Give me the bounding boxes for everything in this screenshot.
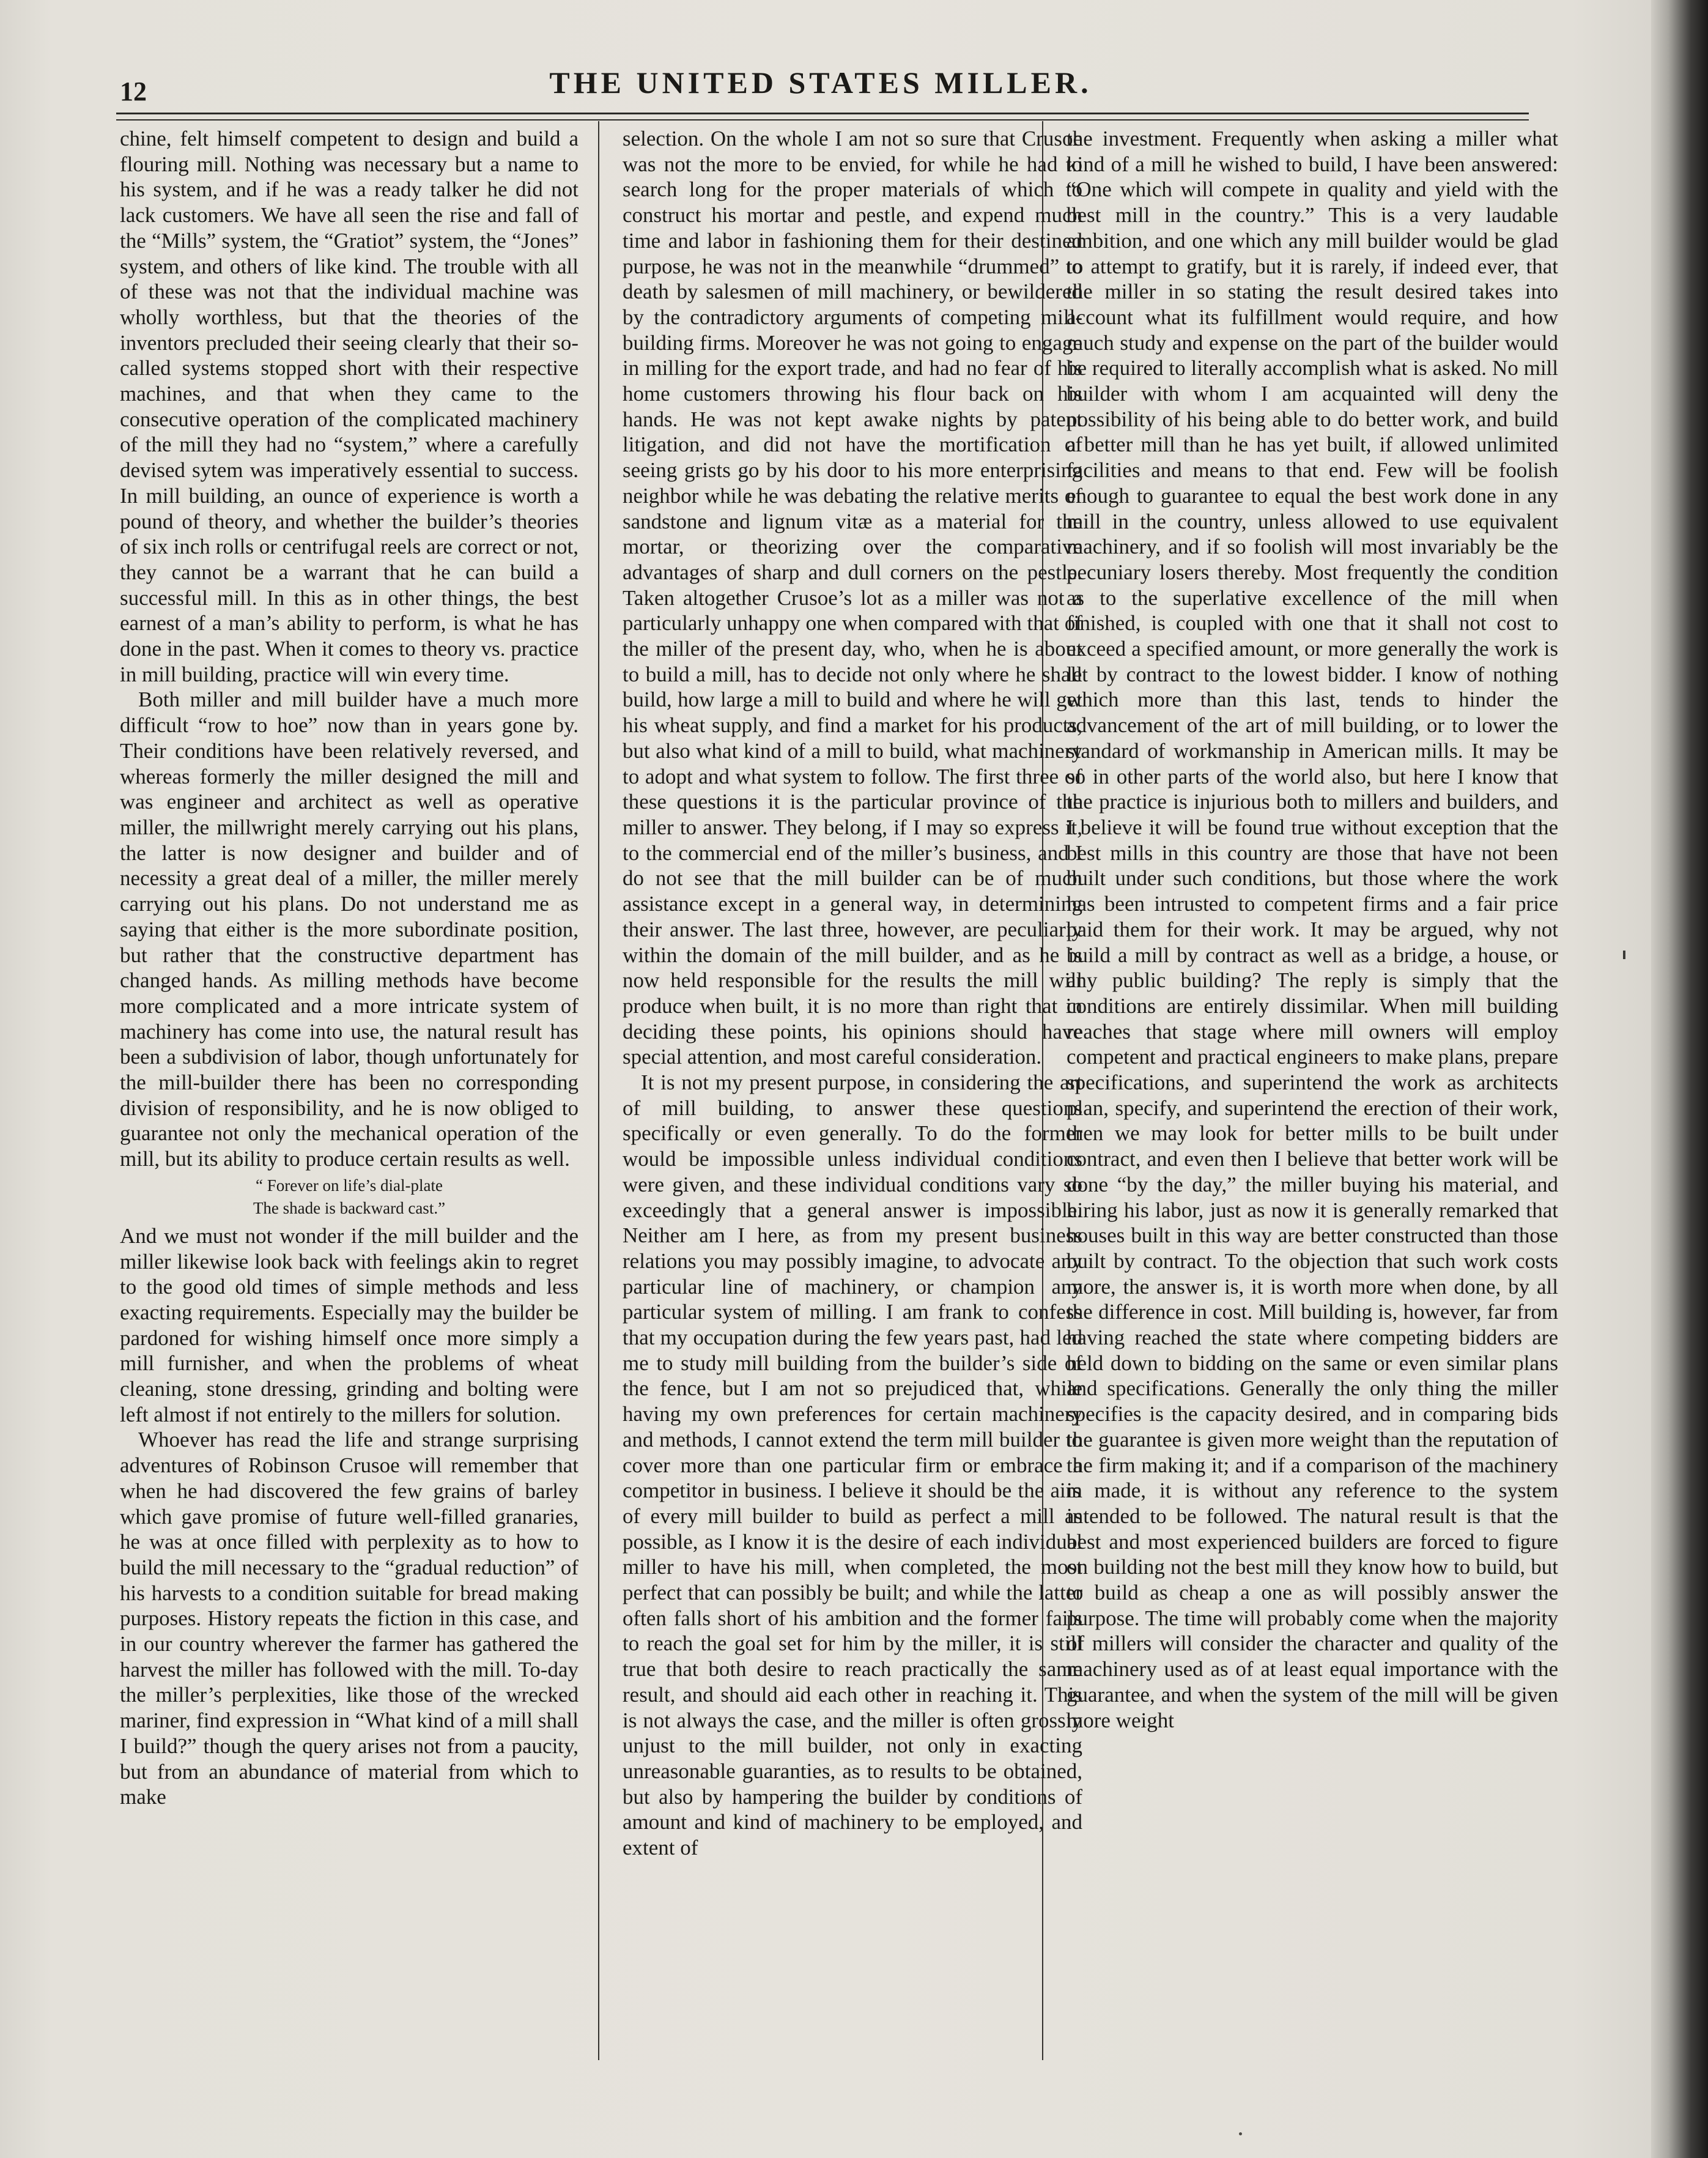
quote-line: “ Forever on life’s dial-plate <box>256 1176 443 1195</box>
header-rule <box>116 113 1529 121</box>
running-title: THE UNITED STATES MILLER. <box>549 65 1092 100</box>
column-divider <box>598 121 599 2060</box>
article-column-1 <box>120 126 579 2016</box>
print-speck <box>1239 2132 1242 2135</box>
paragraph: Whoever has read the life and strange surprising adventures of Robinson Crusoe will remember that when he had discovered the few grains of barley which gave promise of future well-filled granaries, he was at once filled with perplexity as to how to build the mill necessary to the “gradual reduction” of his harvests to a condition suitable for bread making purposes. History repeats the fiction in this case, and in our country wherever the farmer has gathered the harvest the miller has followed with the mill. To-day the miller’s perplexities, like those of the wrecked mariner, find expression in “What kind of a mill shall I build?” though the query arises not from a paucity, but from an abundance of material from which to make <box>120 1428 579 1809</box>
verse-quote <box>120 1174 579 1220</box>
paragraph: Both miller and mill builder have a much more difficult “row to hoe” now than in years gone by. Their conditions have been relatively reversed, and whereas formerly the miller designed the mill and was engineer and architect as well as operative miller, the millwright merely carrying out his plans, the latter is now designer and builder and of necessity a great deal of a miller, the miller merely carrying out his plans. Do not understand me as saying that either is the more subordinate position, but rather that the constructive department has changed hands. As milling methods have become more complicated and a more intricate system of machinery has come into use, the natural result has been a subdivision of labor, though unfortunately for the mill-builder there has been no corresponding division of responsibility, and he is now obliged to guarantee not only the mechanical operation of the mill, but its ability to produce certain results as well. <box>120 688 579 1171</box>
article-column-3 <box>1067 126 1558 2016</box>
quote-line: The shade is backward cast.” <box>253 1198 446 1217</box>
paragraph: It is not my present purpose, in considering the art of mill building, to answer these questions specifically or even generally. To do the former would be impossible unless individual conditions were given, and these individual conditions vary so exceedingly that a general answer is impossible. Neither am I here, as from my present business relations you may possibly imagine, to advocate any particular line of machinery, or champion any particular system of milling. I am frank to confess that my occupation during the few years past, had led me to study mill building from the builder’s side of the fence, but I am not so prejudiced that, while having my own preferences for certain machinery and methods, I cannot extend the term mill builder to cover more than one particular firm or embrace a competitor in business. I believe it should be the aim of every mill builder to build as perfect a mill as possible, as I know it is the desire of each individual miller to have his mill, when completed, the most perfect that can possibly be built; and while the latter often falls short of his ambition and the former fails to reach the goal set for him by the miller, it is still true that both desire to reach practically the same result, and should aid each other in reaching it. This is not always the case, and the miller is often grossly unjust to the mill builder, not only in exacting unreasonable guaranties, as to results to be obtained, but also by hampering the builder by conditions of amount and kind of machinery to be employed, and extent of <box>623 1070 1082 1860</box>
paragraph: And we must not wonder if the mill builder and the miller likewise look back with feelings akin to regret to the good old times of simple methods and less exacting requirements. Especially may the builder be pardoned for wishing himself once more simply a mill furnisher, and when the problems of wheat cleaning, stone dressing, grinding and bolting were left almost if not entirely to the millers for solution. <box>120 1223 579 1426</box>
margin-mark <box>1623 951 1625 959</box>
paragraph: the investment. Frequently when asking a miller what kind of a mill he wished to build, I have been answered: “One which will compete in quality and yield with the best mill in the country.” This is a very laudable ambition, and one which any mill builder would be glad to attempt to gratify, but it is rarely, if indeed ever, that the miller in so stating the result desired takes into account what its fulfillment would require, and how much study and expense on the part of the builder would be required to literally accomplish what is asked. No mill builder with whom I am acquainted will deny the possibility of his being able to do better work, and build a better mill than he has yet built, if allowed unlimited facilities and means to that end. Few will be foolish enough to guarantee to equal the best work done in any mill in the country, unless allowed to use equivalent machinery, and if so foolish will most invariably be the pecuniary losers thereby. Most frequently the condition as to the superlative excellence of the mill when finished, is coupled with one that it shall not cost to exceed a specified amount, or more generally the work is let by contract to the lowest bidder. I know of nothing which more than this last, tends to hinder the advancement of the art of mill building, or to lower the standard of workmanship in American mills. It may be so in other parts of the world also, but here I know that the practice is injurious both to millers and builders, and I believe it will be found true without exception that the best mills in this country are those that have not been built under such conditions, but those where the work has been intrusted to competent firms and a fair price paid them for their work. It may be argued, why not build a mill by contract as well as a bridge, a house, or any public building? The reply is simply that the conditions are entirely dissimilar. When mill building reaches that stage where mill owners will employ competent and practical engineers to make plans, prepare specifications, and superintend the work as architects plan, specify, and superintend the erection of their work, then we may look for better mills to be built under contract, and even then I believe that better work will be done “by the day,” the miller buying his material, and hiring his labor, just as now it is generally remarked that houses built in this way are better constructed than those built by contract. To the objection that such work costs more, the answer is, it is worth more when done, by all the difference in cost. Mill building is, however, far from having reached the state where competing bidders are held down to bidding on the same or even similar plans and specifications. Generally the only thing the miller specifies is the capacity desired, and in comparing bids the guarantee is given more weight than the reputation of the firm making it; and if a comparison of the machinery is made, it is without any reference to the system intended to be followed. The natural result is that the best and most experienced builders are forced to figure on building not the best mill they know how to build, but to build as cheap a one as will possibly answer the purpose. The time will probably come when the majority of millers will consider the character and quality of the machinery used as of at least equal importance with the guarantee, and when the system of the mill will be given more weight <box>1067 127 1558 1732</box>
page-number: 12 <box>120 76 147 106</box>
paragraph: selection. On the whole I am not so sure that Crusoe was not the more to be envied, for while he had to search long for the proper materials of which to construct his mortar and pestle, and expend much time and labor in fashioning them for their destined purpose, he was not in the meanwhile “drummed” to death by salesmen of mill machinery, or bewildered by the contradictory arguments of competing mill-building firms. Moreover he was not going to engage in milling for the export trade, and had no fear of his home customers throwing his flour back on his hands. He was not kept awake nights by patent litigation, and did not have the mortification of seeing grists go by his door to his more enterprising neighbor while he was debating the relative merits of sandstone and lignum vitæ as a material for the mortar, or theorizing over the comparative advantages of sharp and dull corners on the pestle. Taken altogether Crusoe’s lot as a miller was not a particularly unhappy one when compared with that of the miller of the present day, who, when he is about to build a mill, has to decide not only where he shall build, how large a mill to build and where he will get his wheat supply, and find a market for his products, but also what kind of a mill to build, what machinery to adopt and what system to follow. The first three of these questions it is the particular province of the miller to answer. They belong, if I may so express it, to the commercial end of the miller’s business, and I do not see that the mill builder can be of much assistance except in a general way, in determining their answer. The last three, however, are peculiarly within the domain of the mill builder, and as he is now held responsible for the results the mill will produce when built, it is no more than right that in deciding these points, his opinions should have special attention, and most careful consideration. <box>623 127 1082 1069</box>
article-column-2 <box>623 126 1082 2016</box>
page-header <box>120 62 1521 111</box>
paragraph: chine, felt himself competent to design and build a flouring mill. Nothing was necessary but a name to his system, and if he was a ready talker he did not lack customers. We have all seen the rise and fall of the “Mills” system, the “Gratiot” system, the “Jones” system, and others of like kind. The trouble with all of these was not that the individual machine was wholly worthless, but that the theories of the inventors precluded their seeing clearly that their so-called systems stopped short with their respective machines, and that when they came to the consecutive operation of the complicated machinery of the mill they had no “system,” where a carefully devised sytem was imperatively essential to success. In mill building, an ounce of experience is worth a pound of theory, and whether the builder’s theories of six inch rolls or centrifugal reels are correct or not, they cannot be a warrant that he can build a successful mill. In this as in other things, the best earnest of a man’s ability to perform, is what he has done in the past. When it comes to theory vs. practice in mill building, practice will win every time. <box>120 127 579 686</box>
page-edge-shadow <box>1651 0 1708 2158</box>
